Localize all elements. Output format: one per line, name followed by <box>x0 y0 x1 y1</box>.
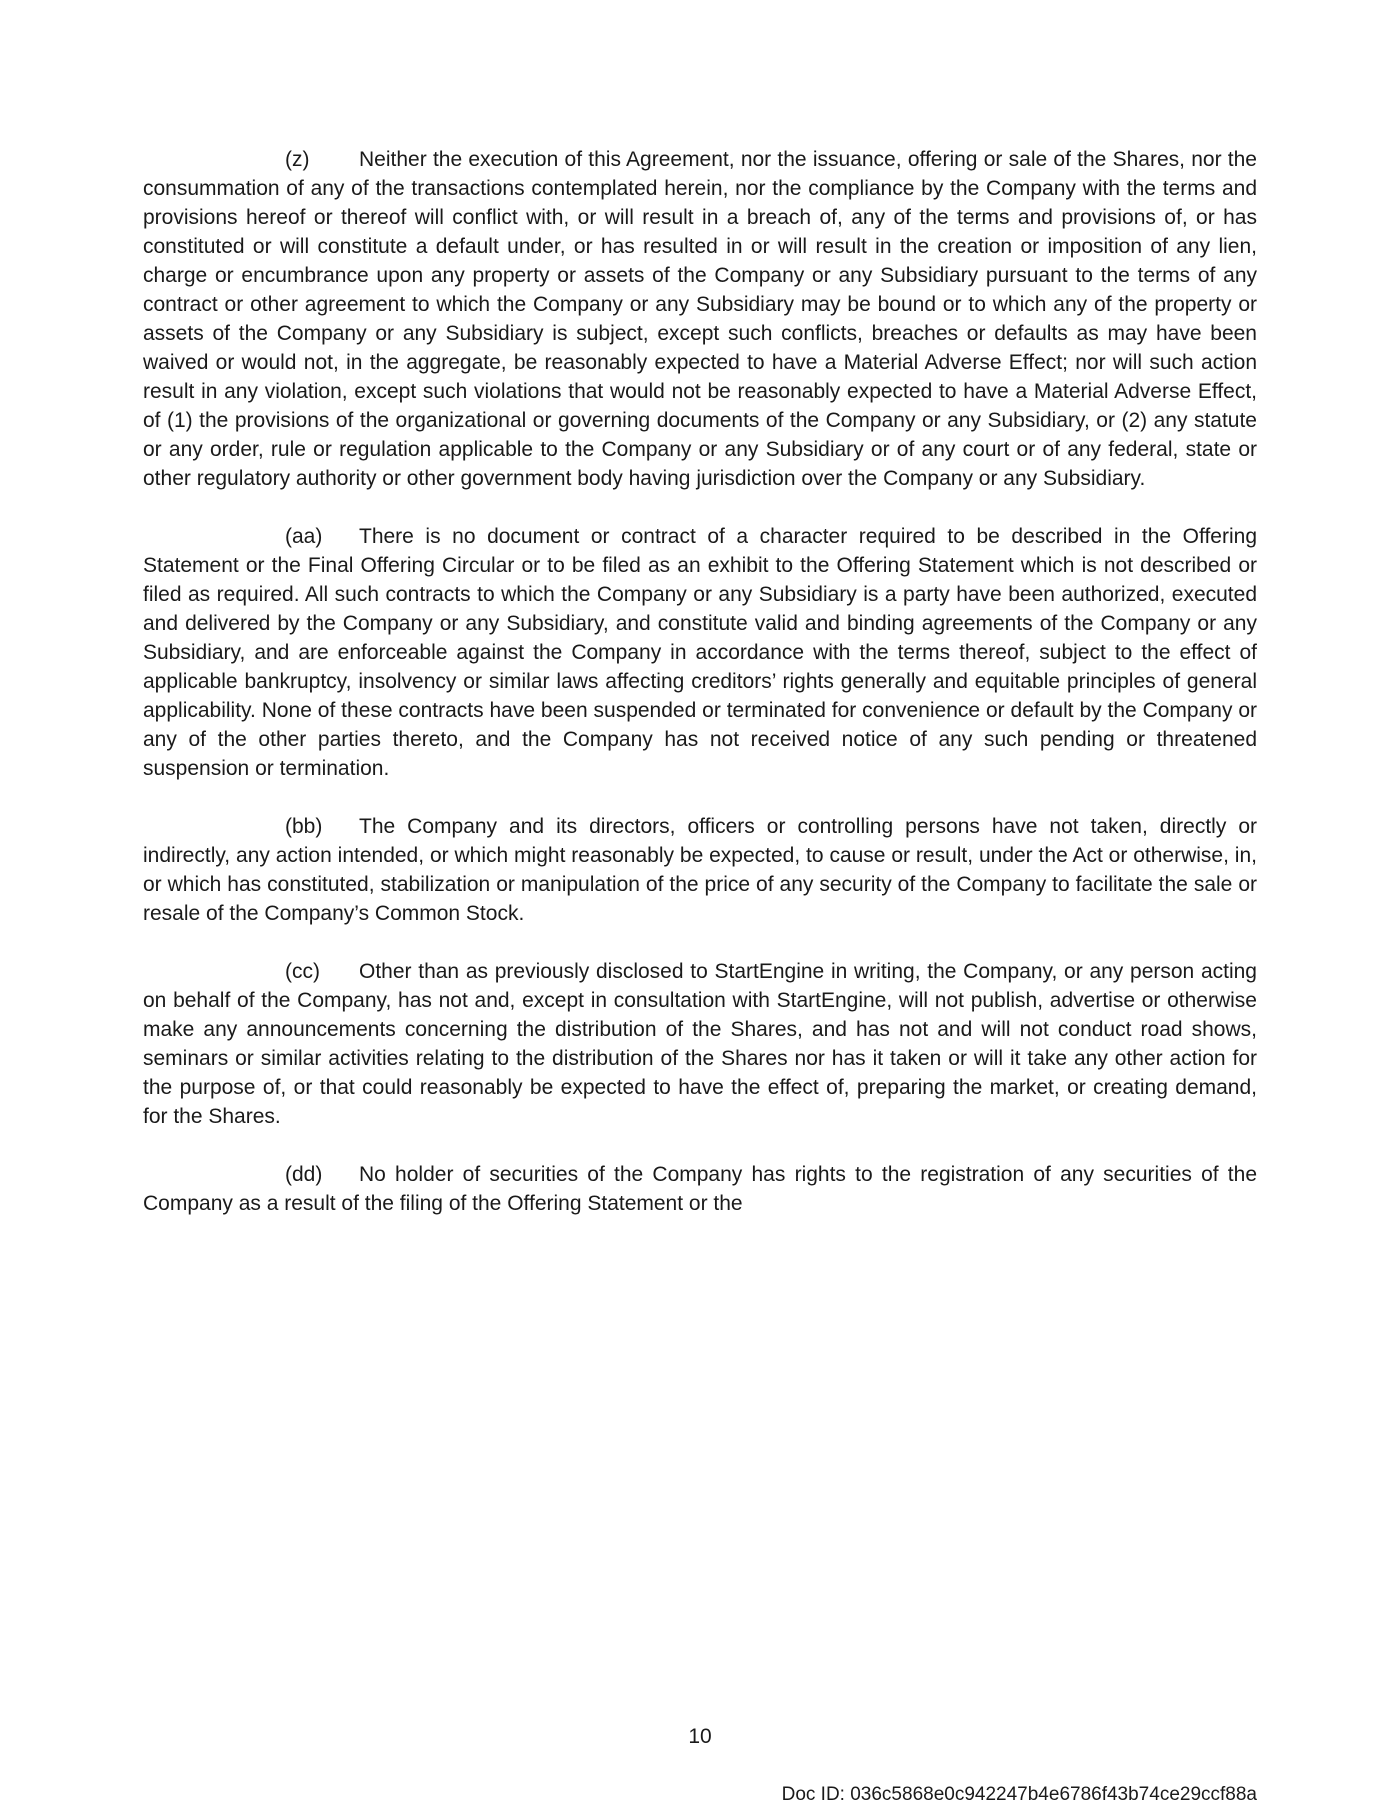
paragraph-text: Neither the execution of this Agreement, nor the issuance, offering or sale of the Shares, nor the consummation of any of the transactions contemplated herein, nor the compliance by the Company with the terms and provisions hereof or thereof will conflict with, or will result in a breach of, any of the terms and provisions of, or has constituted or will constitute a default under, or has resulted in or will result in the creation or imposition of any lien, charge or encumbrance upon any property or assets of the Company or any Subsidiary pursuant to the terms of any contract or other agreement to which the Company or any Subsidiary may be bound or to which any of the property or assets of the Company or any Subsidiary is subject, except such conflicts, breaches or defaults as may have been waived or would not, in the aggregate, be reasonably expected to have a Material Adverse Effect; nor will such action result in any violation, except such violations that would not be reasonably expected to have a Material Adverse Effect, of (1) the provisions of the organizational or governing documents of the Company or any Subsidiary, or (2) any statute or any order, rule or regulation applicable to the Company or any Subsidiary or of any court or of any federal, state or other regulatory authority or other government body having jurisdiction over the Company or any Subsidiary. <box>143 148 1257 490</box>
page-number: 10 <box>688 1725 712 1748</box>
paragraph-cc <box>143 957 1257 1131</box>
document-body <box>143 145 1257 1247</box>
paragraph-text: There is no document or contract of a character required to be described in the Offering Statement or the Final Offering Circular or to be filed as an exhibit to the Offering Statement which is not described or filed as required. All such contracts to which the Company or any Subsidiary is a party have been authorized, executed and delivered by the Company or any Subsidiary, and constitute valid and binding agreements of the Company or any Subsidiary, and are enforceable against the Company in accordance with the terms thereof, subject to the effect of applicable bankruptcy, insolvency or similar laws affecting creditors’ rights generally and equitable principles of general applicability. None of these contracts have been suspended or terminated for convenience or default by the Company or any of the other parties thereto, and the Company has not received notice of any such pending or threatened suspension or termination. <box>143 525 1257 780</box>
paragraph-z <box>143 145 1257 493</box>
paragraph-label: (aa) <box>285 525 323 548</box>
paragraph-label: (bb) <box>285 815 323 838</box>
paragraph-label: (cc) <box>285 960 320 983</box>
paragraph-aa <box>143 522 1257 783</box>
paragraph-text: No holder of securities of the Company has rights to the registration of any securities of the Company as a result of the filing of the Offering Statement or the <box>143 1163 1257 1215</box>
paragraph-label: (dd) <box>285 1163 323 1186</box>
paragraph-bb <box>143 812 1257 928</box>
doc-id-footer: Doc ID: 036c5868e0c942247b4e6786f43b74ce29ccf88a <box>781 1784 1257 1805</box>
paragraph-text: The Company and its directors, officers or controlling persons have not taken, directly or indirectly, any action intended, or which might reasonably be expected, to cause or result, under the Act or otherwise, in, or which has constituted, stabilization or manipulation of the price of any security of the Company to facilitate the sale or resale of the Company’s Common Stock. <box>143 815 1257 925</box>
paragraph-text: Other than as previously disclosed to StartEngine in writing, the Company, or any person acting on behalf of the Company, has not and, except in consultation with StartEngine, will not publish, advertise or otherwise make any announcements concerning the distribution of the Shares, and has not and will not conduct road shows, seminars or similar activities relating to the distribution of the Shares nor has it taken or will it take any other action for the purpose of, or that could reasonably be expected to have the effect of, preparing the market, or creating demand, for the Shares. <box>143 960 1257 1128</box>
paragraph-label: (z) <box>285 148 310 171</box>
paragraph-dd <box>143 1160 1257 1218</box>
